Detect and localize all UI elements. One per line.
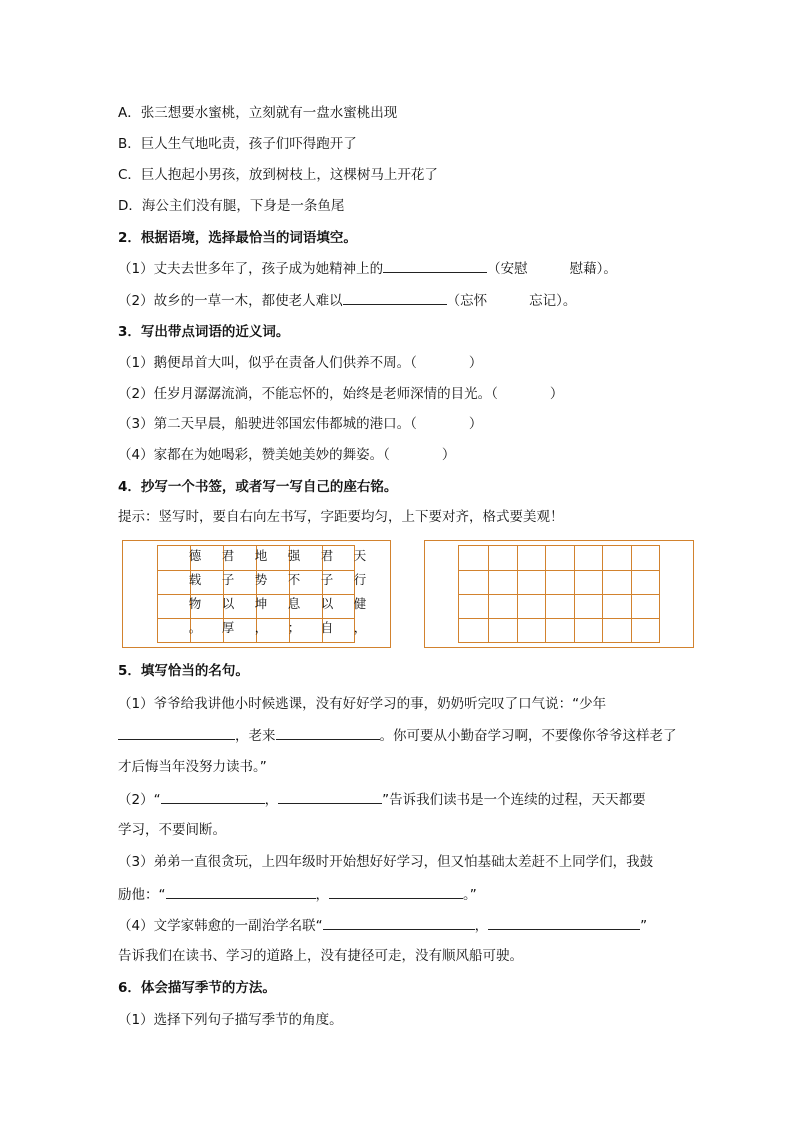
fill-blank[interactable] [343,290,447,305]
close-paren: ） [468,355,483,371]
q5-item-2-line-1 [118,789,646,810]
bookmark-char: 载 [188,572,202,587]
q5-item-4-pre: （4）文学家韩愈的一副治学名联“ [118,918,323,934]
q2-item-2-choice-a: （忘怀 [446,293,488,309]
q6-item-1: （1）选择下列句子描写季节的角度。 [118,1012,343,1028]
question-6-title: 6．体会描写季节的方法。 [118,980,276,996]
q5-item-3-line-2 [118,884,477,905]
grid-line [459,594,659,595]
bookmark-char: 天 [353,548,367,563]
fill-blank[interactable] [276,725,380,740]
q2-item-2 [118,290,576,311]
grid-line [158,594,354,595]
close-paren: ） [441,447,456,463]
bookmark-char: 子 [221,572,235,587]
q5-item-2-pre: （2）“ [118,792,161,808]
q5-item-2-end: ”告诉我们读书是一个连续的过程，天天都要 [382,792,646,808]
fill-blank[interactable] [323,915,475,930]
bookmark-char: 厚 [221,620,235,635]
q2-item-1-choice-a: （安慰 [487,261,528,277]
option-d: D．海公主们没有腿，下身是一条鱼尾 [118,198,345,214]
fill-blank[interactable] [278,789,382,804]
close-paren: ） [468,416,483,432]
bookmark-char: ； [287,620,301,635]
q3-item-4-text: （4）家都在为她喝彩，赞美她美妙的舞姿。（ [118,447,390,463]
q5-item-3-mid: ， [315,887,329,903]
bookmark-char: 子 [320,572,334,587]
q3-item-1 [118,353,482,373]
q2-item-2-choice-b: 忘记）。 [529,293,577,309]
fill-blank[interactable] [329,884,463,899]
q3-item-1-text: （1）鹅便昂首大叫，似乎在责备人们供养不周。（ [118,355,417,371]
q5-item-1-line-2 [118,725,677,746]
bookmark-char: 以 [221,596,235,611]
bookmark-char: 势 [254,572,268,587]
fill-blank[interactable] [161,789,265,804]
q5-item-3-line-1: （3）弟弟一直很贪玩，上四年级时开始想好好学习，但又怕基础太差赶不上同学们，我鼓 [118,854,654,870]
q5-item-1-line-1: （1）爷爷给我讲他小时候逃课，没有好好学习的事，奶奶听完叹了口气说：“少年 [118,696,607,712]
bookmark-char: 坤 [254,596,268,611]
q3-item-3-text: （3）第二天早晨，船驶进邻国宏伟都城的港口。（ [118,416,417,432]
question-2-title: 2．根据语境，选择最恰当的词语填空。 [118,230,357,246]
bookmark-example [122,540,391,648]
bookmark-char: 健 [353,596,367,611]
q2-item-1-text: （1）丈夫去世多年了，孩子成为她精神上的 [118,261,384,277]
bookmark-char: 自 [320,620,334,635]
fill-blank[interactable] [166,884,316,899]
writing-grid[interactable] [458,545,660,643]
grid-line [459,570,659,571]
q2-item-1-choice-b: 慰藉）。 [569,261,617,277]
q3-item-3 [118,414,482,434]
grid-line [158,570,354,571]
q5-item-4-line-2: 告诉我们在读书、学习的道路上，没有捷径可走，没有顺风船可驶。 [118,948,523,964]
bookmark-char: 息 [287,596,301,611]
q5-item-4-end: ” [640,918,648,934]
bookmark-char: 地 [254,548,268,563]
option-b: B．巨人生气地叱责，孩子们吓得跑开了 [118,136,357,152]
q5-item-1-mid: ，老来 [235,728,276,744]
question-4-title: 4．抄写一个书签，或者写一写自己的座右铭。 [118,479,398,495]
q5-item-1-line-3: 才后悔当年没努力读书。” [118,759,267,775]
bookmark-writing-area[interactable] [424,540,694,648]
bookmark-char: ， [353,620,367,635]
question-5-title: 5．填写恰当的名句。 [118,663,249,679]
q5-item-3-pre: 励他：“ [118,887,166,903]
bookmark-char: 物 [188,596,202,611]
bookmark-char: 德 [188,548,202,563]
fill-blank[interactable] [118,725,235,740]
bookmark-char: 不 [287,572,301,587]
close-paren: ） [549,386,564,402]
grid-line [459,618,659,619]
q5-item-2-mid: ， [264,792,279,808]
bookmark-char: 以 [320,596,334,611]
q5-item-4-line-1 [118,915,647,936]
q2-item-2-text: （2）故乡的一草一木，都使老人难以 [118,293,343,309]
bookmark-char: 君 [320,548,334,563]
option-c: C．巨人抱起小男孩，放到树枝上，这棵树马上开花了 [118,167,438,183]
q3-item-2-text: （2）任岁月潺潺流淌，不能忘怀的，始终是老师深情的目光。（ [118,386,498,402]
bookmark-char: 。 [188,620,202,635]
bookmark-char: 行 [353,572,367,587]
q5-item-1-end: 。你可要从小勤奋学习啊，不要像你爷爷这样老了 [379,728,677,744]
q4-tip: 提示：竖写时，要自右向左书写，字距要均匀，上下要对齐，格式要美观！ [118,509,564,525]
question-3-title: 3．写出带点词语的近义词。 [118,324,290,340]
q3-item-4 [118,445,455,465]
grid-line [158,618,354,619]
q5-item-2-line-2: 学习，不要间断。 [118,822,226,838]
option-a: A．张三想要水蜜桃，立刻就有一盘水蜜桃出现 [118,105,398,121]
q5-item-4-mid: ， [474,918,489,934]
fill-blank[interactable] [488,915,640,930]
fill-blank[interactable] [383,258,487,273]
q5-item-3-end: 。” [463,887,477,903]
bookmark-char: 君 [221,548,235,563]
bookmark-char: ， [254,620,268,635]
bookmark-char: 强 [287,548,301,563]
q2-item-1 [118,258,617,279]
q3-item-2 [118,384,563,404]
